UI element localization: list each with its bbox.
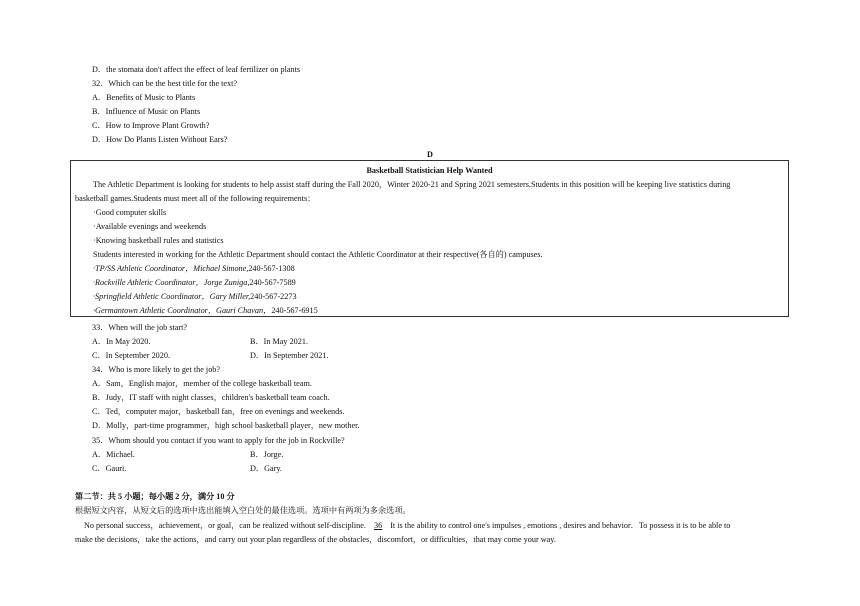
- q32-option-a: A．Benefits of Music to Plants: [92, 93, 196, 102]
- passage-paragraph: [84, 520, 730, 531]
- coordinator-line: [93, 291, 297, 302]
- passage-para-line1: The Athletic Department is looking for students to help assist staff during the Fall 2020，Winter 2020-21 and Spring 2021 semesters.Students in this position will be keeping live statistics during: [93, 180, 731, 189]
- q35-option-c: C．Gauri.: [92, 464, 127, 473]
- q35-option-d: D．Gary.: [250, 464, 282, 473]
- section-instruction: 根据短文内容，从短文后的选项中选出能填入空白处的最佳选项。选项中有两项为多余选项。: [75, 506, 411, 515]
- coordinator-label: ·TP/SS Athletic Coordinator，Michael Simone,: [93, 264, 249, 273]
- coordinator-phone: 240-567-2273: [250, 292, 297, 301]
- coordinator-phone: 240-567-1308: [248, 264, 295, 273]
- coordinator-phone: 240-567-6915: [271, 306, 318, 315]
- blank-36[interactable]: 36: [373, 521, 383, 530]
- requirement-item: ·Good computer skills: [93, 208, 167, 217]
- q32-option-b: B．Influence of Music on Plants: [92, 107, 201, 116]
- coordinator-line: [93, 277, 296, 288]
- q32-question: 32．Which can be the best title for the text?: [92, 79, 238, 88]
- q33-option-b: B．In May 2021.: [250, 337, 308, 346]
- coordinator-label: ·Rockville Athletic Coordinator，Jorge Zuniga,: [93, 278, 250, 287]
- para-start: No personal success，achievement，or goal，can be realized without self-discipline.: [84, 521, 366, 530]
- para-rest: It is the ability to control one's impulses , emotions , desires and behavior．To possess it is to be able to: [390, 521, 731, 530]
- passage-box: [70, 160, 789, 317]
- q34-option-d: D．Molly，part-time programmer，high school basketball player，new mother.: [92, 421, 360, 430]
- contact-intro: Students interested in working for the Athletic Department should contact the Athletic Coordinator at their respective(各自的) campuses.: [93, 250, 543, 259]
- coordinator-label: ·Springfield Athletic Coordinator，Gary Miller,: [93, 292, 251, 301]
- passage-paragraph-line2: make the decisions，take the actions，and carry out your plan regardless of the obstacles，discomfort，or difficulties，that may come your way.: [75, 535, 556, 544]
- q33-question: 33．When will the job start?: [92, 323, 188, 332]
- q35-option-b: B．Jorge.: [250, 450, 284, 459]
- q33-option-d: D．In September 2021.: [250, 351, 329, 360]
- coordinator-phone: 240-567-7589: [249, 278, 296, 287]
- q35-option-a: A．Michael.: [92, 450, 135, 459]
- coordinator-label: ·Germantown Athletic Coordinator，Gauri Chavan，: [93, 306, 272, 315]
- passage-para-line2: basketball games.Students must meet all of the following requirements：: [75, 194, 316, 203]
- coordinator-line: [93, 305, 318, 316]
- section-heading: 第二节：共 5 小题；每小题 2 分，满分 10 分: [75, 492, 235, 501]
- q31-option-d: D．the stomata don't affect the effect of leaf fertilizer on plants: [92, 65, 301, 74]
- q35-question: 35．Whom should you contact if you want to apply for the job in Rockville?: [92, 436, 345, 445]
- q32-option-c: C．How to Improve Plant Growth?: [92, 121, 210, 130]
- q34-option-b: B．Judy，IT staff with night classes，children's basketball team coach.: [92, 393, 330, 402]
- q34-question: 34．Who is more likely to get the job?: [92, 365, 221, 374]
- requirement-item: ·Knowing basketball rules and statistics: [93, 236, 224, 245]
- requirement-item: ·Available evenings and weekends: [93, 222, 207, 231]
- passage-letter: D: [427, 150, 433, 159]
- coordinator-line: [93, 263, 295, 274]
- q33-option-a: A．In May 2020.: [92, 337, 151, 346]
- q34-option-a: A．Sam，English major，member of the college basketball team.: [92, 379, 312, 388]
- q34-option-c: C．Ted，computer major，basketball fan，free on evenings and weekends.: [92, 407, 345, 416]
- passage-title: Basketball Statistician Help Wanted: [366, 166, 493, 175]
- q33-option-c: C．In September 2020.: [92, 351, 170, 360]
- q32-option-d: D．How Do Plants Listen Without Ears?: [92, 135, 228, 144]
